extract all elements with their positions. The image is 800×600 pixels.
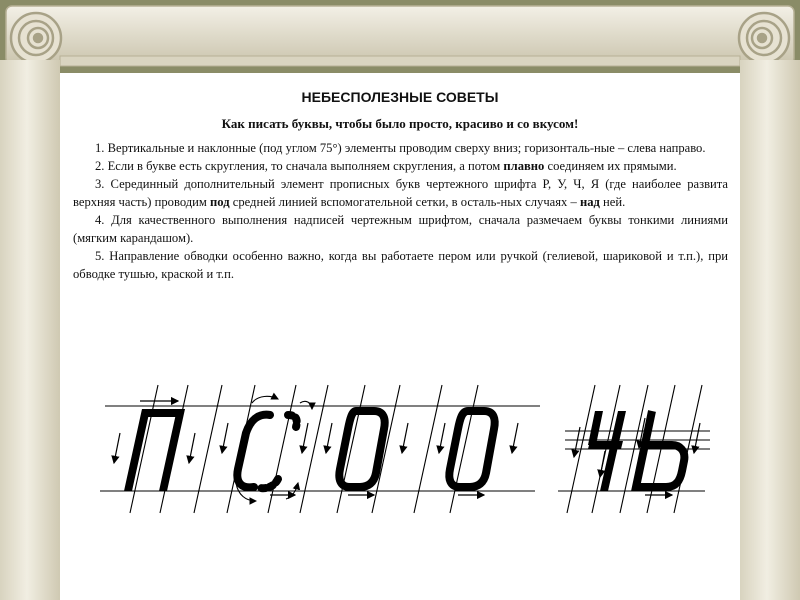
letter-o-2 — [449, 411, 494, 487]
advice-item-4: 4. Для качественного выполнения надписей чертежным шрифтом, сначала размечаем буквы тонкими линиями (мягким карандашом). — [73, 213, 728, 245]
advice-item-5: 5. Направление обводки особенно важно, когда вы работаете пером или ручкой (гелиевой, шариковой и т.п.), при обводке тушью, краской и т.п. — [73, 249, 728, 281]
content-sheet — [60, 73, 740, 600]
lettering-diagram — [60, 373, 740, 523]
letter-es — [237, 415, 296, 489]
letter-pe — [124, 409, 185, 491]
advice-item-2: 2. Если в букве есть скругления, то сначала выполняем скругления, а потом плавно соединяем их прямыми. — [95, 159, 677, 173]
emphasis: плавно — [503, 159, 545, 173]
left-column — [0, 60, 60, 600]
right-volute-icon — [739, 13, 789, 63]
advice-list — [73, 139, 728, 283]
column-capital — [0, 0, 800, 76]
advice-item-3: 3. Серединный дополнительный элемент прописных букв чертежного шрифта Р, У, Ч, Я (где наиболее развита верхняя часть) проводим под средней линией вспомогательной сетки, в осталь-ных случаях – над ней. — [73, 177, 728, 209]
page-subtitle: Как писать буквы, чтобы было просто, красиво и со вкусом! — [221, 116, 579, 131]
advice-item-1: 1. Вертикальные и наклонные (под углом 75°) элементы проводим сверху вниз; горизонталь-ные – слева направо. — [95, 141, 706, 155]
right-column — [740, 60, 800, 600]
page-title: НЕБЕСПОЛЕЗНЫЕ СОВЕТЫ — [301, 89, 499, 105]
letter-che — [588, 411, 626, 491]
letter-soft-sign — [636, 411, 684, 487]
letter-o — [339, 411, 384, 487]
left-volute-icon — [11, 13, 61, 63]
emphasis: над — [579, 195, 600, 209]
emphasis: под — [210, 195, 230, 209]
